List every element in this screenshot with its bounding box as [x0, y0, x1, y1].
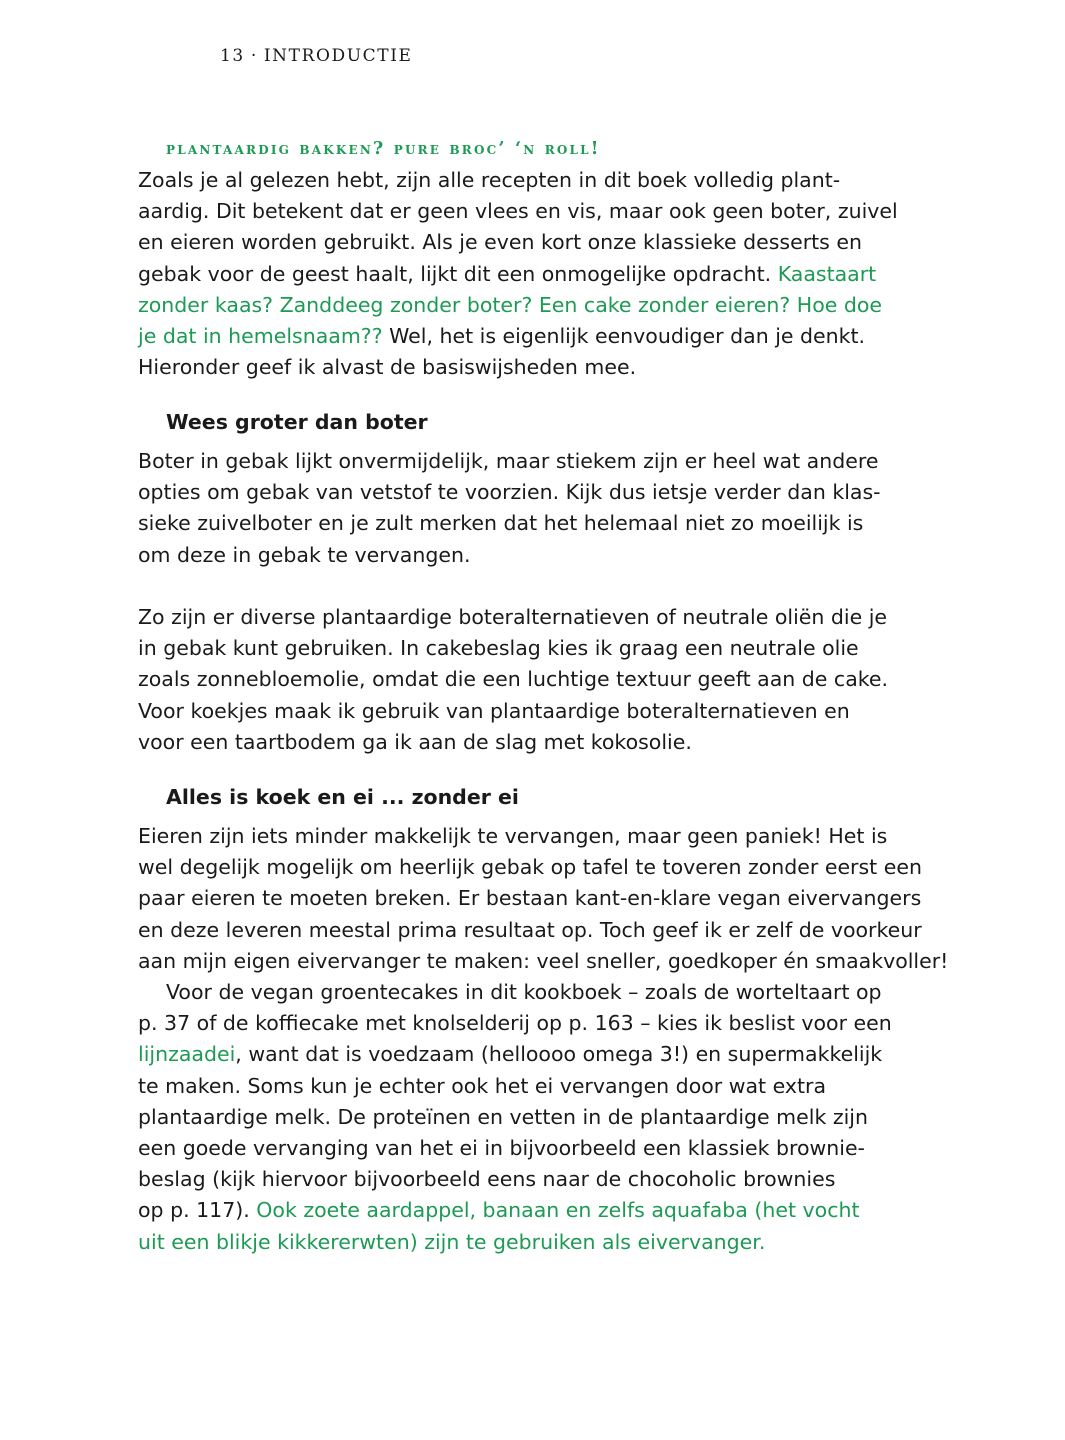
text-line: en deze leveren meestal prima resultaat op. Toch geef ik er zelf de voorkeur: [138, 917, 922, 942]
section-title: plantaardig bakken? pure broc’ ‘n roll!: [166, 139, 601, 159]
highlighted-line: uit een blikje kikkererwten) zijn te gebruiken als eivervanger.: [138, 1229, 766, 1254]
text-line: een goede vervanging van het ei in bijvoorbeeld een klassiek brownie-: [138, 1136, 865, 1161]
highlighted-text: je dat in hemelsnaam??: [138, 324, 383, 349]
running-head-section: INTRODUCTIE: [263, 46, 413, 66]
text-line: [138, 321, 898, 352]
text-line: paar eieren te moeten breken. Er bestaan kant-en-klare vegan eivervangers: [138, 886, 922, 911]
text-line: opties om gebak van vetstof te voorzien. Kijk dus ietsje verder dan klas-: [138, 480, 881, 505]
text-line: [138, 1039, 892, 1070]
text-segment: , want dat is voedzaam (helloooo omega 3!) en supermakkelijk: [235, 1042, 883, 1067]
text-line: beslag (kijk hiervoor bijvoorbeeld eens naar de chocoholic brownies: [138, 1167, 836, 1192]
highlighted-line: zonder kaas? Zanddeeg zonder boter? Een cake zonder eieren? Hoe doe: [138, 292, 883, 317]
butter-paragraph-2: [138, 602, 888, 758]
text-line: voor een taartbodem ga ik aan de slag met kokosolie.: [138, 729, 692, 754]
subheading-butter: Wees groter dan boter: [166, 410, 428, 434]
text-segment: op p. 117).: [138, 1198, 257, 1223]
text-segment: Wel, het is eigenlijk eenvoudiger dan je denkt.: [382, 324, 866, 349]
egg-paragraph-1: [138, 821, 948, 977]
highlighted-text: lijnzaadei: [138, 1042, 236, 1067]
text-line: om deze in gebak te vervangen.: [138, 542, 471, 567]
highlighted-text: Kaastaart: [777, 261, 877, 286]
subheading-egg: Alles is koek en ei ... zonder ei: [166, 785, 519, 809]
text-line: Hieronder geef ik alvast de basiswijsheden mee.: [138, 355, 637, 380]
page-number: 13: [220, 46, 245, 66]
egg-paragraph-2: [138, 977, 892, 1258]
text-line: [138, 1195, 892, 1226]
text-line: wel degelijk mogelijk om heerlijk gebak op tafel te toveren zonder eerst een: [138, 855, 922, 880]
text-line: p. 37 of de koffiecake met knolselderij op p. 163 – kies ik beslist voor een: [138, 1011, 892, 1036]
text-segment: gebak voor de geest haalt, lijkt dit een onmogelijke opdracht.: [138, 261, 778, 286]
running-head: [220, 46, 413, 66]
text-line: plantaardige melk. De proteïnen en vetten in de plantaardige melk zijn: [138, 1104, 868, 1129]
running-head-separator: ·: [250, 46, 258, 66]
text-line: sieke zuivelboter en je zult merken dat het helemaal niet zo moeilijk is: [138, 511, 864, 536]
text-line: Voor de vegan groentecakes in dit kookboek – zoals de worteltaart op: [166, 980, 882, 1004]
intro-paragraph: [138, 165, 898, 383]
text-line: in gebak kunt gebruiken. In cakebeslag kies ik graag een neutrale olie: [138, 636, 859, 661]
text-line: zoals zonnebloemolie, omdat die een luchtige textuur geeft aan de cake.: [138, 667, 889, 692]
text-line: Zo zijn er diverse plantaardige boteralternatieven of neutrale oliën die je: [138, 605, 888, 629]
text-line: Boter in gebak lijkt onvermijdelijk, maar stiekem zijn er heel wat andere: [138, 449, 879, 473]
text-line: te maken. Soms kun je echter ook het ei vervangen door wat extra: [138, 1073, 827, 1098]
text-line: Eieren zijn iets minder makkelijk te vervangen, maar geen paniek! Het is: [138, 824, 888, 848]
text-line: Voor koekjes maak ik gebruik van plantaardige boteralternatieven en: [138, 698, 850, 723]
text-line: [138, 259, 898, 290]
text-line: Zoals je al gelezen hebt, zijn alle recepten in dit boek volledig plant-: [138, 168, 841, 192]
butter-paragraph-1: [138, 446, 881, 571]
text-line: aardig. Dit betekent dat er geen vlees en vis, maar ook geen boter, zuivel: [138, 199, 898, 224]
highlighted-text: Ook zoete aardappel, banaan en zelfs aquafaba (het vocht: [256, 1198, 860, 1223]
text-line: aan mijn eigen eivervanger te maken: veel sneller, goedkoper én smaakvoller!: [138, 948, 949, 973]
text-line: en eieren worden gebruikt. Als je even kort onze klassieke desserts en: [138, 230, 862, 255]
